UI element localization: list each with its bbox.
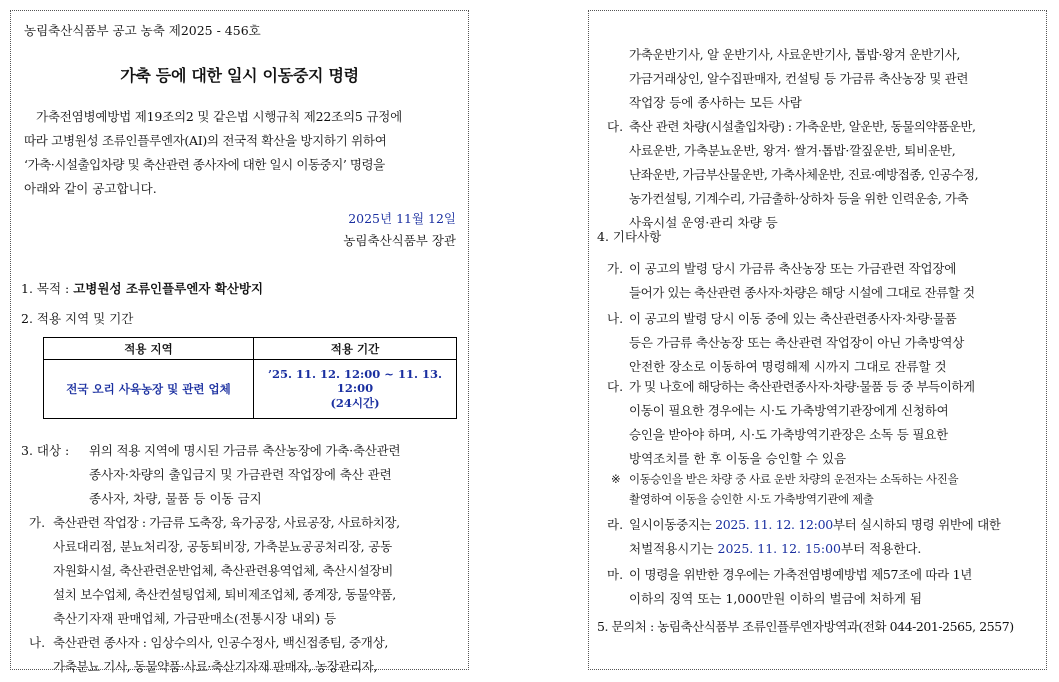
notice-issuer: 농림축산식품부 장관 — [343, 233, 456, 248]
s4-ma-text — [629, 563, 1035, 611]
section-3-label: 3. 대상 : — [21, 443, 70, 458]
period-line: (24시간) — [330, 396, 380, 410]
item-da-line: 난좌운반, 가금부산물운반, 가축사체운반, 진료·예방접종, 인공수정, — [629, 167, 979, 182]
s4-da-text — [629, 375, 1035, 471]
s4-na-text — [629, 307, 1035, 379]
item-da-line: 사육시설 운영·관리 차량 등 — [629, 215, 778, 230]
right-page — [588, 10, 1047, 670]
section-1 — [21, 277, 263, 301]
note-line: 촬영하여 이동을 승인한 시·도 가축방역기관에 제출 — [629, 492, 874, 506]
item-da-text — [629, 115, 1035, 235]
s4-ra-text-part: 부터 실시하되 명령 위반에 대한 — [832, 517, 1001, 532]
item-ga-label: 가. — [29, 515, 46, 530]
s4-na-line: 이 공고의 발령 당시 이동 중에 있는 축산관련종사자·차량·물품 — [629, 311, 957, 326]
item-ga-line: 설치 보수업체, 축산컨설팅업체, 퇴비제조업체, 종계장, 동물약품, — [53, 587, 396, 602]
intro-line: 따라 고병원성 조류인플루엔자(AI)의 전국적 확산을 방지하기 위하여 — [24, 133, 387, 148]
s4-ra-start-time: 2025. 11. 12. 12:00 — [715, 517, 833, 532]
continued-line: 가금거래상인, 알수집판매자, 컨설팅 등 가금류 축산농장 및 관련 — [629, 71, 969, 86]
intro-paragraph — [24, 105, 457, 201]
section-3-line: 위의 적용 지역에 명시된 가금류 축산농장에 가축·축산관련 — [89, 443, 401, 458]
section-3-line: 종사자·차량의 출입금지 및 가금관련 작업장에 축산 관련 — [89, 467, 392, 482]
section-1-label: 1. 목적 : — [21, 281, 70, 296]
s4-ra-text-part: 부터 적용한다. — [841, 541, 922, 556]
s4-na-label: 나. — [607, 311, 624, 326]
table-cell-period — [254, 360, 457, 419]
item-ga-text — [53, 511, 457, 631]
s4-ga-line: 이 공고의 발령 당시 가금류 축산농장 또는 가금관련 작업장에 — [629, 261, 957, 276]
section-2-label: 2. 적용 지역 및 기간 — [21, 311, 134, 326]
intro-line: 아래와 같이 공고합니다. — [24, 181, 157, 196]
item-da-line: 농가컨설팅, 기계수리, 가금출하·상하차 등을 위한 인력운송, 가축 — [629, 191, 969, 206]
section-3-text — [89, 439, 457, 511]
s4-da-label: 다. — [607, 379, 624, 394]
application-table — [43, 337, 457, 419]
item-da-line: 축산 관련 차량(시설출입차량) : 가축운반, 알운반, 동물의약품운반, — [629, 119, 976, 134]
notice-title: 가축 등에 대한 일시 이동중지 명령 — [120, 66, 359, 85]
intro-line: 가축전염병예방법 제19조의2 및 같은법 시행규칙 제22조의5 규정에 — [36, 109, 403, 124]
s4-ra-text-part: 처벌적용시기는 — [629, 541, 718, 556]
note-text — [629, 469, 1035, 509]
left-page — [10, 10, 469, 674]
continued-line: 가축운반기사, 알 운반기사, 사료운반기사, 톱밥·왕겨 운반기사, — [629, 47, 961, 62]
s4-ma-line: 이하의 징역 또는 1,000만원 이하의 벌금에 처하게 됨 — [629, 591, 923, 606]
s4-ra-text-part: 일시이동중지는 — [629, 517, 716, 532]
item-ga-line: 자원화시설, 축산관련운반업체, 축산관련용역업체, 축산시설장비 — [53, 563, 393, 578]
item-da-label: 다. — [607, 119, 624, 134]
s4-ra-line — [629, 537, 1035, 561]
table-header-region: 적용 지역 — [44, 338, 254, 360]
continued-text — [629, 43, 1035, 115]
item-da-line: 사료운반, 가축분뇨운반, 왕겨· 쌀겨·톱밥·깔짚운반, 퇴비운반, — [629, 143, 956, 158]
section-4-label: 4. 기타사항 — [597, 229, 662, 244]
s4-ma-label: 마. — [607, 567, 624, 582]
item-na-text — [53, 631, 457, 679]
s4-ra-text — [629, 513, 1035, 561]
continued-line: 작업장 등에 종사하는 모든 사람 — [629, 95, 802, 110]
s4-na-line: 안전한 장소로 이동하여 명령해제 시까지 그대로 잔류할 것 — [629, 359, 947, 374]
s4-ma-line: 이 명령을 위반한 경우에는 가축전염병예방법 제57조에 따라 1년 — [629, 567, 973, 582]
table-cell-region: 전국 오리 사육농장 및 관련 업체 — [44, 360, 254, 419]
note-mark: ※ — [611, 472, 621, 486]
section-5-contact: 농림축산식품부 조류인플루엔자방역과(전화 044-201-2565, 2557) — [657, 619, 1014, 634]
note-line: 이동승인을 받은 차량 중 사료 운반 차량의 운전자는 소독하는 사진을 — [629, 472, 959, 486]
s4-ga-text — [629, 257, 1035, 305]
table-header-period: 적용 기간 — [254, 338, 457, 360]
s4-da-line: 가 및 나호에 해당하는 축산관련종사자·차량·물품 등 중 부득이하게 — [629, 379, 975, 394]
s4-ra-penalty-time: 2025. 11. 12. 15:00 — [717, 541, 841, 556]
section-1-value: 고병원성 조류인플루엔자 확산방지 — [73, 281, 264, 296]
item-na-label: 나. — [29, 635, 46, 650]
item-ga-line: 축산관련 작업장 : 가금류 도축장, 육가공장, 사료공장, 사료하치장, — [53, 515, 400, 530]
section-5-label: 5. 문의처 : — [597, 619, 654, 634]
s4-na-line: 등은 가금류 축산농장 또는 축산관련 작업장이 아닌 가축방역상 — [629, 335, 965, 350]
s4-ga-line: 들어가 있는 축산관련 종사자·차량은 해당 시설에 그대로 잔류할 것 — [629, 285, 975, 300]
section-5 — [597, 615, 1014, 639]
s4-da-line: 방역조치를 한 후 이동을 승인할 수 있음 — [629, 451, 847, 466]
s4-da-line: 이동이 필요한 경우에는 시·도 가축방역기관장에게 신청하여 — [629, 403, 949, 418]
item-ga-line: 사료대리점, 분뇨처리장, 공동퇴비장, 가축분뇨공공처리장, 공동 — [53, 539, 392, 554]
section-3-line: 종사자, 차량, 물품 등 이동 금지 — [89, 491, 262, 506]
notice-number: 농림축산식품부 공고 농축 제2025 - 456호 — [24, 23, 261, 38]
s4-da-line: 승인을 받아야 하며, 시·도 가축방역기관장은 소독 등 필요한 — [629, 427, 948, 442]
notice-date: 2025년 11월 12일 — [348, 211, 456, 226]
intro-line: ‘가축·시설출입차량 및 축산관련 종사자에 대한 일시 이동중지’ 명령을 — [24, 157, 385, 172]
s4-ra-line — [629, 513, 1035, 537]
item-na-line: 가축분뇨 기사, 동물약품·사료·축산기자재 판매자, 농장관리자, — [53, 659, 378, 674]
s4-ra-label: 라. — [607, 517, 624, 532]
item-na-line: 축산관련 종사자 : 임상수의사, 인공수정사, 백신접종팀, 중개상, — [53, 635, 389, 650]
item-ga-line: 축산기자재 판매업체, 가금판매소(전통시장 내외) 등 — [53, 611, 337, 626]
period-line: ’25. 11. 12. 12:00 ~ 11. 13. 12:00 — [268, 367, 442, 395]
s4-ga-label: 가. — [607, 261, 624, 276]
